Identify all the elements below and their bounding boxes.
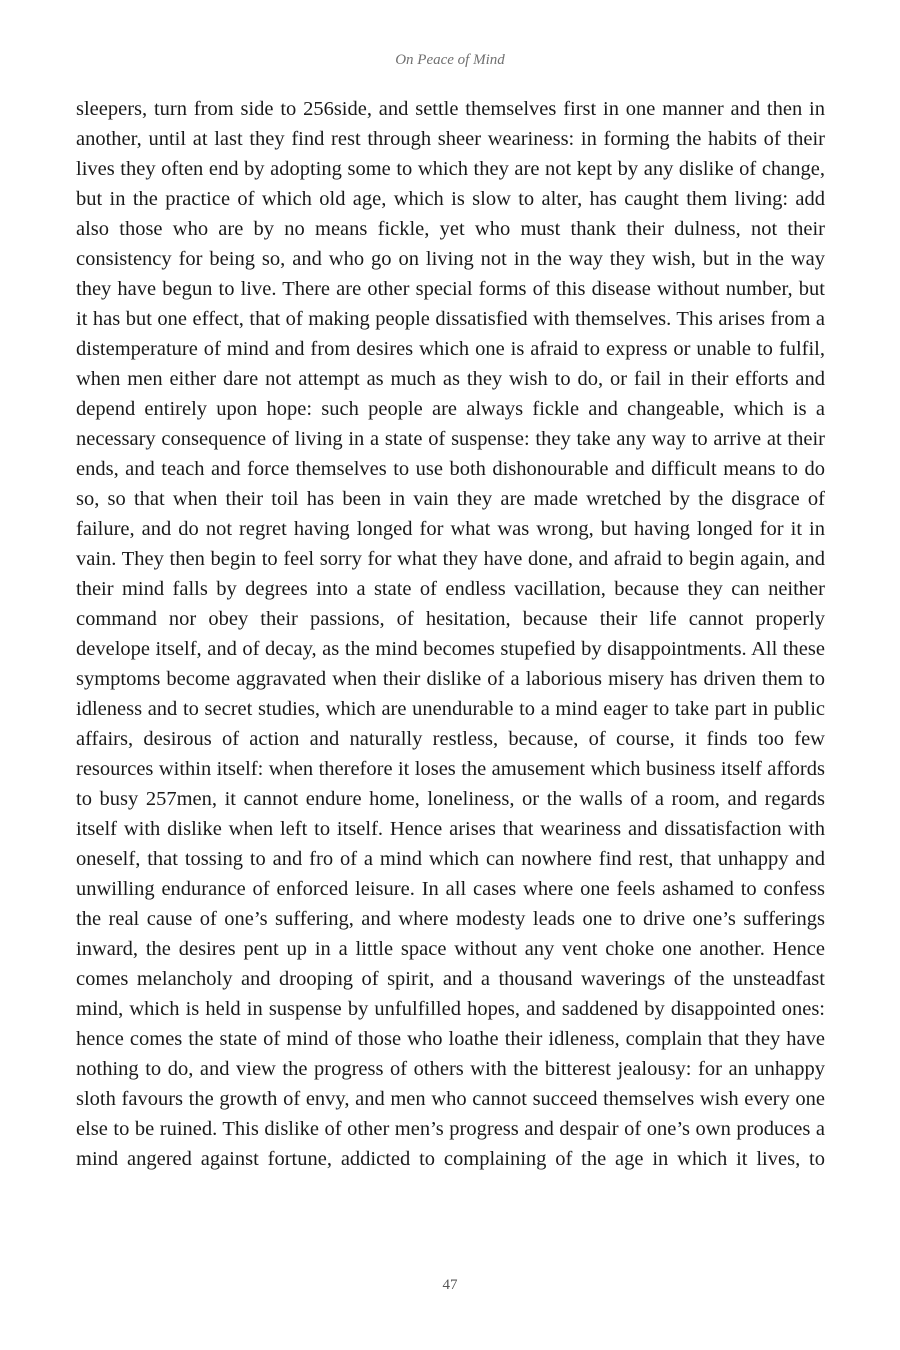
body-paragraph: sleepers, turn from side to 256side, and settle themselves first in one manner and then in another, until at last they find rest through sheer weariness: in forming the habits of their lives they often end by adopting some to which they are not kept by any dislike of change, but in the practice of which old age, which is slow to alter, has caught them living: add also those who are by no means fickle, yet who must thank their dulness, not their consistency for being so, and who go on living not in the way they wish, but in the way they have begun to live. There are other special forms of this disease without number, but it has but one effect, that of making people dissatisfied with themselves. This arises from a distemperature of mind and from desires which one is afraid to express or unable to fulfil, when men either dare not attempt as much as they wish to do, or fail in their efforts and depend entirely upon hope: such people are always fickle and changeable, which is a necessary consequence of living in a state of suspense: they take any way to arrive at their ends, and teach and force themselves to use both dishonourable and difficult means to do so, so that when their toil has been in vain they are made wretched by the disgrace of failure, and do not regret having longed for what was wrong, but having longed for it in vain. They then begin to feel sorry for what they have done, and afraid to begin again, and their mind falls by degrees into a state of endless vacillation, because they can neither command nor obey their passions, of hesitation, because their life cannot properly develope itself, and of decay, as the mind becomes stupefied by disappointments. All these symptoms become aggravated when their dislike of a laborious misery has driven them to idleness and to secret studies, which are unendurable to a mind eager to take part in public affairs, desirous of action and naturally restless, because, of course, it finds too few resources within itself: when therefore it loses the amusement which business itself affords to busy 257men, it cannot endure home, loneliness, or the walls of a room, and regards itself with dislike when left to itself. Hence arises that weariness and dissatisfaction with oneself, that tossing to and fro of a mind which can nowhere find rest, that unhappy and unwilling endurance of enforced leisure. In all cases where one feels ashamed to confess the real cause of one’s suffering, and where modesty leads one to drive one’s sufferings inward, the desires pent up in a little space without any vent choke one another. Hence comes melancholy and drooping of spirit, and a thousand waverings of the unsteadfast mind, which is held in suspense by unfulfilled hopes, and saddened by disappointed ones: hence comes the state of mind of those who loathe their idleness, complain that they have nothing to do, and view the progress of others with the bitterest jealousy: for an unhappy sloth favours the growth of envy, and men who cannot succeed themselves wish every one else to be ruined. This dislike of other men’s progress and despair of one’s own produces a mind angered against fortune, addicted to complaining of the age in which it lives, to: [76, 98, 825, 1170]
page-number: 47: [442, 1277, 458, 1293]
running-head: On Peace of Mind: [395, 52, 505, 68]
